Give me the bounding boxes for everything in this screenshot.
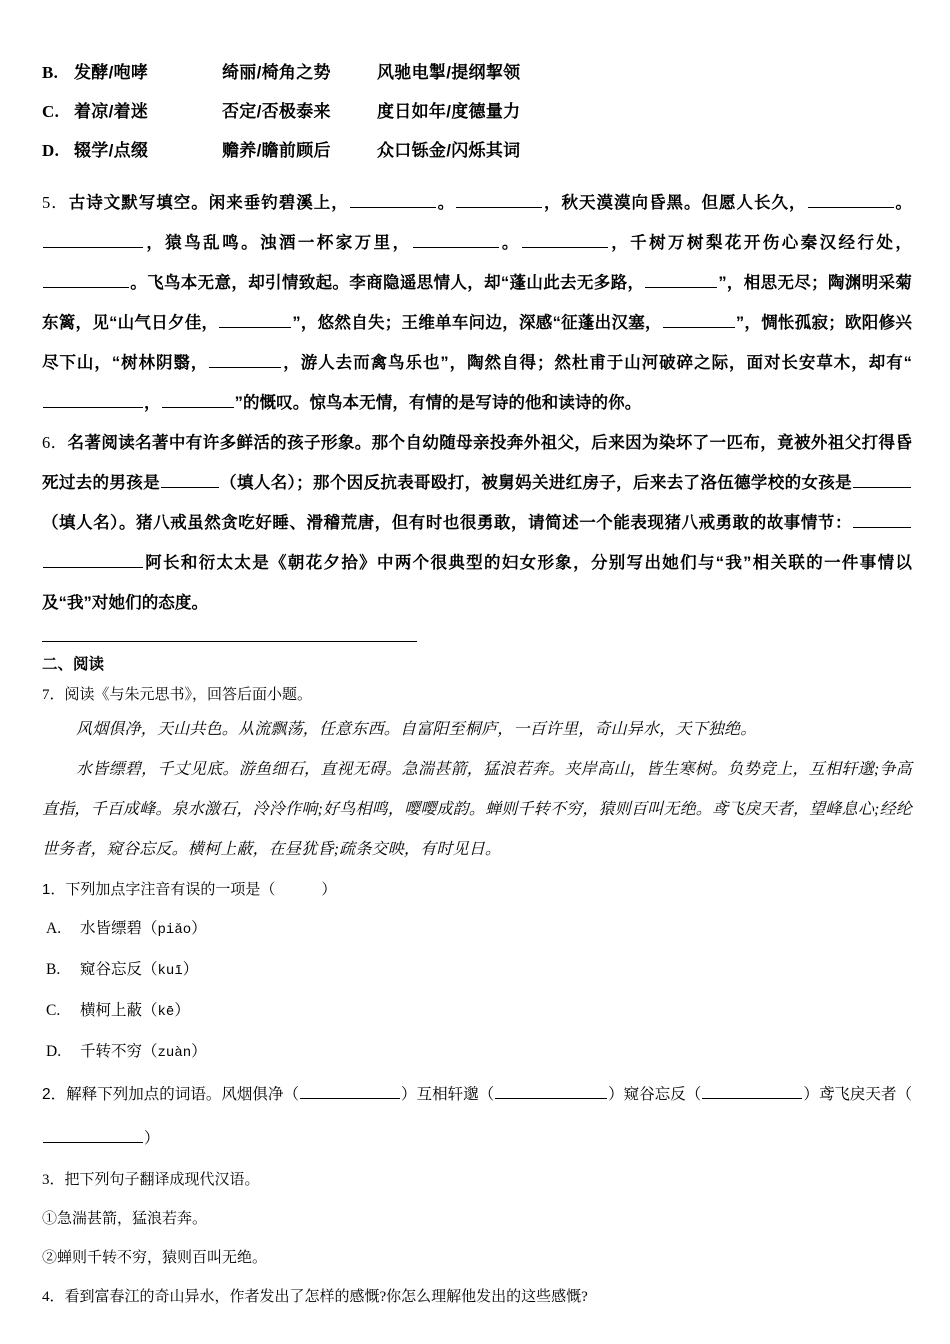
passage-paragraph-1: 风烟俱净，天山共色。从流飘荡，任意东西。自富阳至桐庐，一百许里，奇山异水，天下独绝。 [76, 721, 757, 738]
q6-seg-03: （填人名）。猪八戒虽然贪吃好睡、滑稽荒唐，但有时也很勇敢，请简述一个能表现猪八戒勇敢的故事情节： [42, 514, 852, 532]
question-6-number: 6． [42, 433, 68, 452]
sub-question-1 [42, 870, 912, 909]
q5-blank-2[interactable] [456, 192, 542, 208]
pinyin-option-c-pinyin: kē [157, 1004, 175, 1020]
question-5-number: 5． [42, 193, 69, 212]
sub-question-3-item-1: ①急湍甚箭，猛浪若奔。 [42, 1211, 208, 1227]
sub-question-2 [42, 1073, 912, 1161]
option-letter-c: C. [42, 102, 60, 121]
q5-blank-5[interactable] [413, 232, 499, 248]
sub-question-3-item-2: ②蝉则千转不穷，猿则百叫无绝。 [42, 1250, 268, 1266]
q5-blank-8[interactable] [645, 272, 717, 288]
q2-blank-4[interactable] [43, 1127, 143, 1143]
q2-seg-03: ）窥谷忘反（ [608, 1086, 702, 1103]
pinyin-option-d-text: 千转不穷（ [80, 1043, 158, 1060]
q6-blank-1[interactable] [161, 472, 219, 488]
question4-options-block [42, 58, 912, 175]
sub-question-1-stem: 下列加点字注音有误的一项是（ [65, 881, 276, 898]
passage-paragraph-2: 水皆缥碧，千丈见底。游鱼细石，直视无碍。急湍甚箭，猛浪若奔。夹岸高山，皆生寒树。负势竞上，互相轩邈;争高直指，千百成峰。泉水激石，泠泠作响;好鸟相鸣，嘤嘤成韵。蝉则千转不穷，猿则百叫无绝。鸢飞戾天者，望峰息心;经纶世务者，窥谷忘反。横柯上蔽，在昼犹昏;疏条交映，有时见日。 [42, 761, 912, 858]
q5-blank-10[interactable] [663, 312, 735, 328]
pinyin-option-d-pinyin: zuàn [157, 1045, 192, 1061]
option-c-col1: 着凉/着迷 [74, 102, 149, 121]
sub-question-4 [42, 1278, 912, 1317]
question-7-number: 7． [42, 687, 65, 703]
pinyin-option-b[interactable] [42, 950, 912, 991]
option-letter-d: D. [42, 141, 60, 160]
pinyin-option-b-letter: B. [46, 961, 61, 978]
option-row-c[interactable] [42, 97, 912, 136]
option-b-col3: 风驰电掣/提纲挈领 [377, 63, 521, 82]
option-b-col1: 发酵/咆哮 [74, 63, 149, 82]
q5-seg-01: 古诗文默写填空。闲来垂钓碧溪上， [68, 194, 349, 212]
q2-blank-1[interactable] [300, 1083, 400, 1099]
pinyin-option-b-close: ） [182, 961, 199, 978]
q6-seg-02: （填人名）；那个因反抗表哥殴打，被舅妈关进红房子，后来去了洛伍德学校的女孩是 [219, 474, 852, 492]
pinyin-option-c-close: ） [174, 1002, 190, 1019]
pinyin-option-d[interactable] [42, 1032, 912, 1073]
q2-blank-3[interactable] [702, 1083, 802, 1099]
question-7 [42, 680, 912, 710]
sub-question-1-number: 1． [42, 881, 66, 898]
q5-seg-04: 。 [894, 194, 912, 212]
pinyin-option-a-letter: A. [46, 920, 62, 937]
pinyin-option-a-close: ） [191, 920, 207, 937]
pinyin-option-b-pinyin: kuī [157, 963, 183, 979]
q6-seg-04: 阿长和衍太太是《朝花夕拾》中两个很典型的妇女形象，分别写出她们与“我”相关联的一件事情以及“我”对她们的态度。 [42, 554, 912, 612]
q2-seg-02: ）互相轩邈（ [401, 1086, 495, 1103]
pinyin-option-c-letter: C. [46, 1002, 61, 1019]
q5-blank-6[interactable] [522, 232, 608, 248]
q6-blank-3[interactable] [853, 512, 911, 528]
sub-question-3 [42, 1161, 912, 1200]
option-b-col2: 绮丽/椅角之势 [222, 63, 331, 82]
option-row-d[interactable] [42, 136, 912, 175]
pinyin-option-c-text: 横柯上蔽（ [80, 1002, 158, 1019]
q5-seg-11: ”，惆怅孤寂；欧阳修兴尽下山，“树林阴翳， [42, 314, 912, 372]
question-7-text: 阅读《与朱元思书》，回答后面小题。 [64, 686, 313, 703]
q5-blank-4[interactable] [43, 232, 143, 248]
question-6 [42, 423, 912, 623]
option-d-col2: 赡养/瞻前顾后 [222, 141, 331, 160]
q5-seg-14: ”的慨叹。惊鸟本无情，有情的是写诗的他和读诗的你。 [234, 394, 642, 412]
q6-blank-2[interactable] [853, 472, 911, 488]
q5-seg-02: 。 [436, 194, 456, 212]
q2-seg-05: ） [144, 1130, 160, 1147]
q5-seg-03: ，秋天漠漠向昏黑。但愿人长久， [543, 194, 807, 212]
option-row-b[interactable] [42, 58, 912, 97]
q5-seg-07: ，千树万树梨花开伤心秦汉经行处， [608, 234, 912, 252]
sub-question-3-number: 3． [42, 1172, 65, 1188]
option-d-col3: 众口铄金/闪烁其词 [377, 141, 521, 160]
q2-seg-01: 解释下列加点的词语。风烟俱净（ [66, 1086, 299, 1103]
section-2-title: 二、阅读 [42, 656, 105, 673]
pinyin-option-b-text: 窥谷忘反（ [80, 961, 158, 978]
q5-seg-08: 。飞鸟本无意，却引情致起。李商隐遥思情人，却“蓬山此去无多路， [130, 274, 645, 292]
q5-seg-06: 。 [499, 234, 521, 252]
sub-question-2-number: 2． [42, 1086, 67, 1103]
q5-seg-13: ， [144, 394, 161, 412]
q5-blank-13[interactable] [162, 392, 234, 408]
question-5 [42, 183, 912, 423]
pinyin-option-a-text: 水皆缥碧（ [80, 920, 158, 937]
q5-blank-7[interactable] [43, 272, 129, 288]
q5-seg-12: ，游人去而禽鸟乐也”，陶然自得；然杜甫于山河破碎之际，面对长安草木，却有“ [282, 354, 913, 372]
option-letter-b: B. [42, 63, 59, 82]
q5-seg-05: ，猿鸟乱鸣。浊酒一杯家万里， [144, 234, 412, 252]
section-divider [42, 641, 417, 642]
q5-blank-9[interactable] [219, 312, 291, 328]
pinyin-option-d-letter: D. [46, 1043, 62, 1060]
q5-blank-11[interactable] [209, 352, 281, 368]
option-c-col2: 否定/否极泰来 [222, 102, 331, 121]
sub-question-1-stem-close: ） [321, 881, 337, 898]
sub-question-4-text: 看到富春江的奇山异水，作者发出了怎样的感慨?你怎么理解他发出的这些感慨? [64, 1289, 588, 1305]
q5-blank-1[interactable] [350, 192, 436, 208]
option-d-col1: 辍学/点缀 [74, 141, 149, 160]
option-c-col3: 度日如年/度德量力 [377, 102, 521, 121]
q5-blank-12[interactable] [43, 392, 143, 408]
sub-question-3-stem: 把下列句子翻译成现代汉语。 [64, 1172, 260, 1188]
pinyin-option-a[interactable] [42, 909, 912, 950]
sub-question-4-number: 4． [42, 1289, 65, 1305]
q5-seg-09: ”，相思无尽；陶渊明采菊东篱，见“山气日夕佳， [42, 274, 912, 332]
q6-blank-4[interactable] [43, 552, 143, 568]
q2-seg-04: ）鸢飞戾天者（ [803, 1086, 912, 1103]
pinyin-option-c[interactable] [42, 991, 912, 1032]
pinyin-option-a-pinyin: piǎo [157, 922, 192, 938]
q2-blank-2[interactable] [495, 1083, 607, 1099]
q5-seg-10: ”，悠然自失；王维单车问边，深感“征蓬出汉塞， [292, 314, 662, 332]
q5-blank-3[interactable] [808, 192, 894, 208]
q6-seg-01: 名著阅读名著中有许多鲜活的孩子形象。那个自幼随母亲投奔外祖父，后来因为染坏了一匹布，竟被外祖父打得昏死过去的男孩是 [42, 434, 913, 492]
pinyin-option-d-close: ） [191, 1043, 207, 1060]
